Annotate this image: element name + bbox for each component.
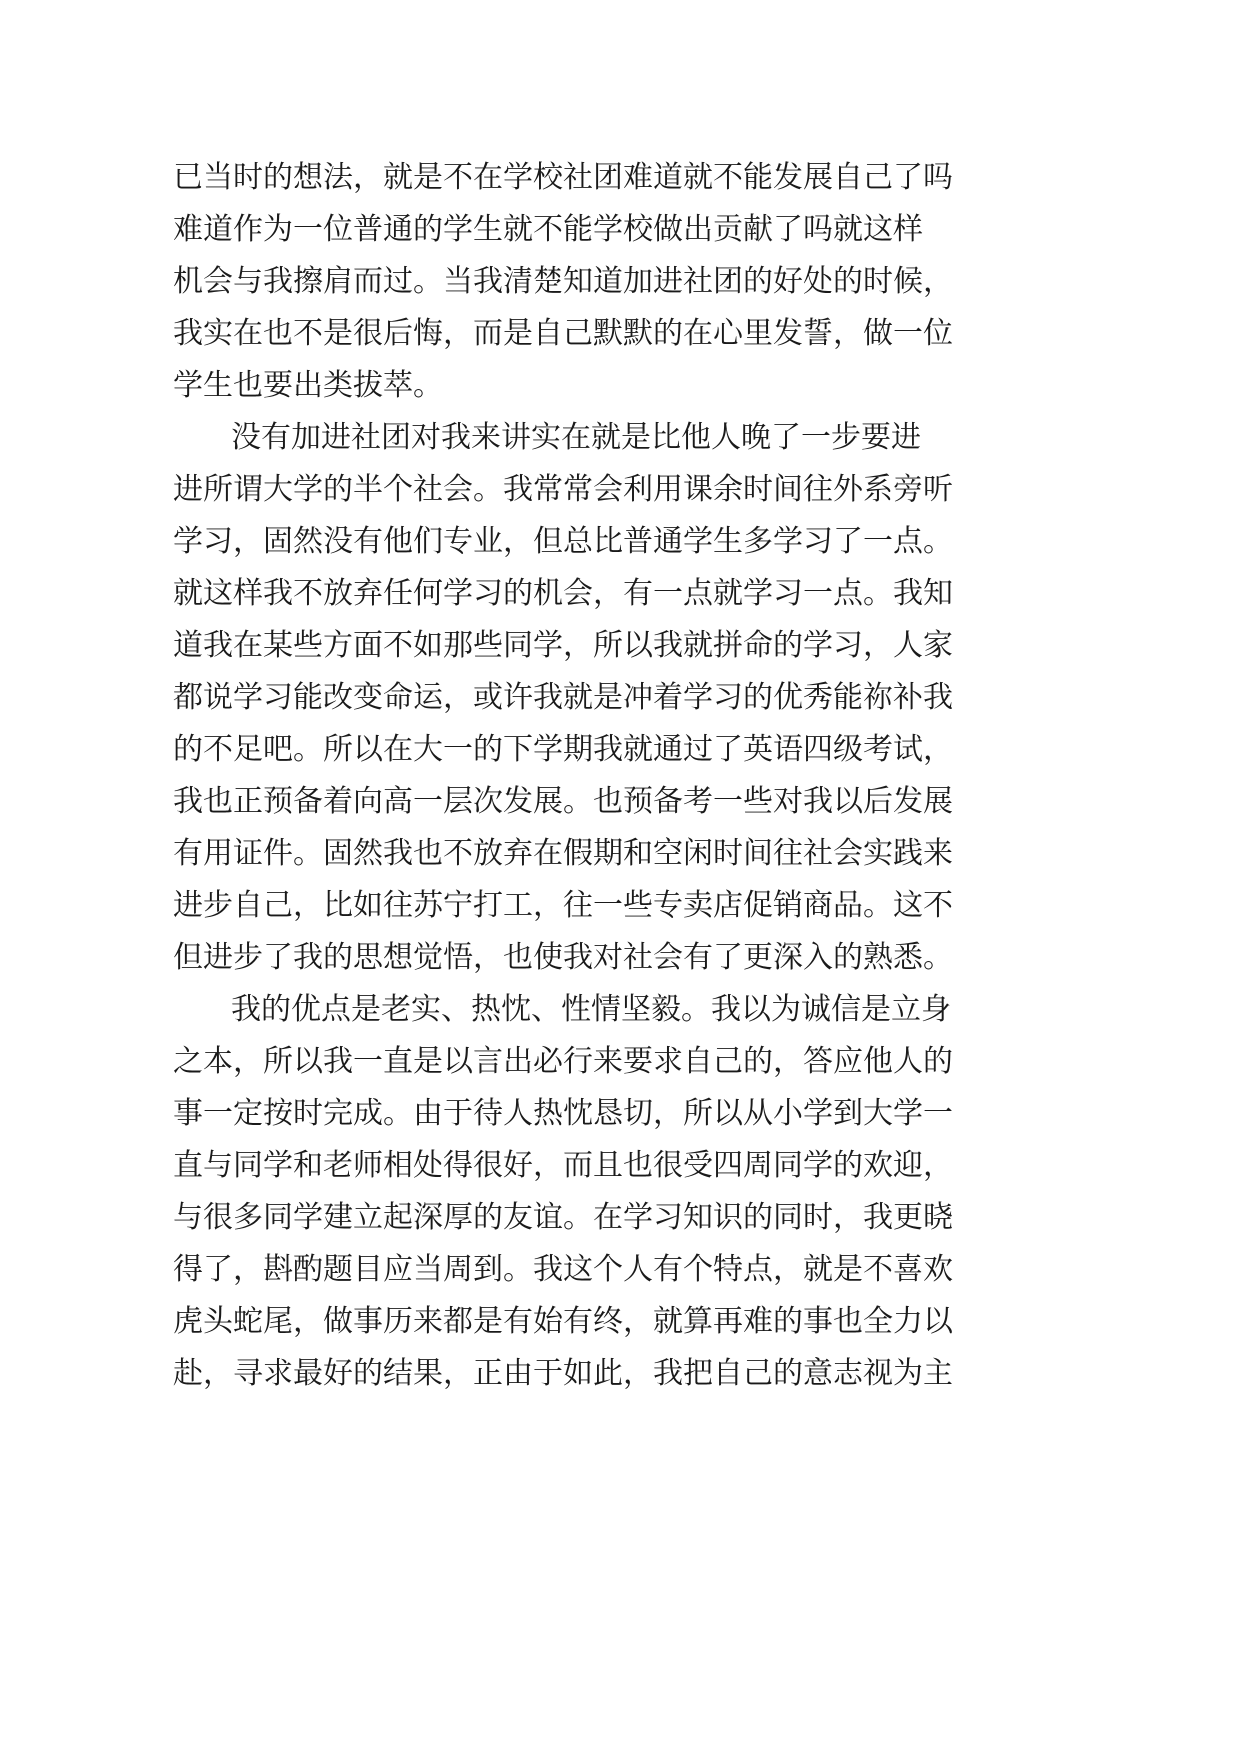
text-line: 道我在某些方面不如那些同学，所以我就拼命的学习，人家 (173, 628, 953, 663)
text-line: 但进步了我的思想觉悟，也使我对社会有了更深入的熟悉。 (173, 940, 953, 975)
text-line: 进所谓大学的半个社会。我常常会利用课余时间往外系旁听 (173, 472, 953, 507)
text-line: 进步自己，比如往苏宁打工，往一些专卖店促销商品。这不 (173, 888, 953, 923)
text-line: 都说学习能改变命运，或许我就是冲着学习的优秀能祢补我 (173, 680, 953, 715)
paragraph-first-line: 没有加进社团对我来讲实在就是比他人晚了一步要进 (231, 420, 921, 455)
text-line: 学习，固然没有他们专业，但总比普通学生多学习了一点。 (173, 524, 953, 559)
paragraph-first-line: 我的优点是老实、热忱、性情坚毅。我以为诚信是立身 (231, 992, 951, 1027)
text-line: 我也正预备着向高一层次发展。也预备考一些对我以后发展 (173, 784, 953, 819)
text-line: 之本，所以我一直是以言出必行来要求自己的，答应他人的 (173, 1044, 953, 1079)
text-line: 事一定按时完成。由于待人热忱恳切，所以从小学到大学一 (173, 1096, 953, 1131)
text-line: 的不足吧。所以在大一的下学期我就通过了英语四级考试， (173, 732, 953, 767)
text-line: 与很多同学建立起深厚的友谊。在学习知识的同时，我更晓 (173, 1200, 953, 1235)
text-line: 我实在也不是很后悔，而是自己默默的在心里发誓，做一位 (173, 316, 953, 351)
text-line: 已当时的想法，就是不在学校社团难道就不能发展自己了吗 (173, 160, 953, 195)
text-line: 虎头蛇尾，做事历来都是有始有终，就算再难的事也全力以 (173, 1304, 953, 1339)
text-line: 有用证件。固然我也不放弃在假期和空闲时间往社会实践来 (173, 836, 953, 871)
text-line: 直与同学和老师相处得很好，而且也很受四周同学的欢迎， (173, 1148, 953, 1183)
text-line: 就这样我不放弃任何学习的机会，有一点就学习一点。我知 (173, 576, 953, 611)
text-line: 得了，斟酌题目应当周到。我这个人有个特点，就是不喜欢 (173, 1252, 953, 1287)
text-line: 学生也要出类拔萃。 (173, 368, 443, 403)
text-line: 难道作为一位普通的学生就不能学校做出贡献了吗就这样 (173, 212, 923, 247)
text-line: 赴，寻求最好的结果，正由于如此，我把自己的意志视为主 (173, 1356, 953, 1391)
text-line: 机会与我擦肩而过。当我清楚知道加进社团的好处的时候， (173, 264, 953, 299)
